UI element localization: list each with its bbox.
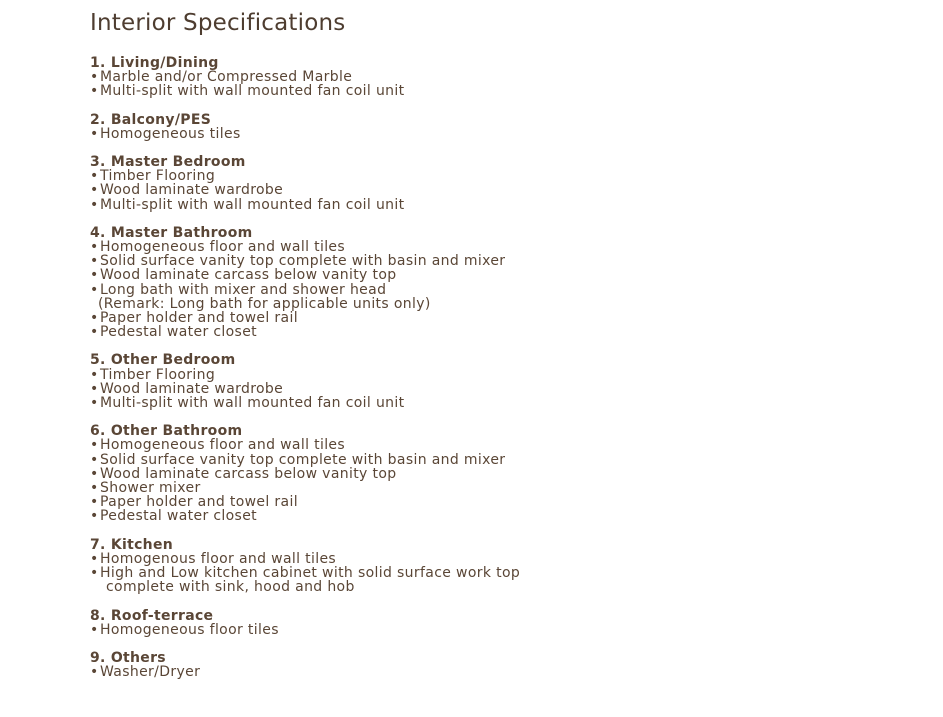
spec-item [90, 481, 910, 495]
spec-item-text: Marble and/or Compressed Marble [100, 69, 353, 86]
spec-section [90, 424, 910, 523]
spec-item-text: complete with sink, hood and hob [106, 579, 355, 596]
bullet-icon: • [90, 664, 99, 681]
spec-item [90, 467, 910, 481]
spec-item-list [90, 438, 910, 523]
bullet-icon: • [90, 380, 99, 397]
bullet-icon: • [90, 168, 99, 185]
spec-section [90, 155, 910, 212]
bullet-icon: • [90, 494, 99, 511]
spec-item-text: Homogeneous tiles [100, 125, 241, 142]
spec-item [90, 84, 910, 98]
spec-item-list [90, 368, 910, 411]
bullet-icon: • [90, 83, 99, 100]
spec-item [90, 552, 910, 566]
spec-item [90, 198, 910, 212]
spec-item-text: High and Low kitchen cabinet with solid surface work top [100, 565, 521, 582]
spec-item [90, 453, 910, 467]
spec-item-text: Multi-split with wall mounted fan coil unit [100, 83, 405, 100]
bullet-icon: • [90, 366, 99, 383]
bullet-icon: • [90, 465, 99, 482]
bullet-icon: • [90, 239, 99, 256]
spec-section [90, 651, 910, 679]
spec-section [90, 538, 910, 595]
spec-item [90, 325, 910, 339]
spec-item [90, 382, 910, 396]
spec-item [90, 169, 910, 183]
section-heading: 3. Master Bedroom [90, 154, 246, 171]
spec-item-text: Timber Flooring [100, 168, 216, 185]
spec-item-text: Solid surface vanity top complete with basin and mixer [100, 451, 506, 468]
spec-item-text: Multi-split with wall mounted fan coil unit [100, 395, 405, 412]
spec-item [90, 580, 910, 594]
spec-item-text: Wood laminate wardrobe [100, 380, 284, 397]
bullet-icon: • [90, 508, 99, 525]
bullet-icon: • [90, 550, 99, 567]
spec-item [90, 566, 910, 580]
spec-item-text: Paper holder and towel rail [100, 310, 298, 327]
bullet-icon: • [90, 565, 99, 582]
section-heading: 2. Balcony/PES [90, 111, 212, 128]
bullet-icon: • [90, 324, 99, 341]
bullet-icon: • [90, 69, 99, 86]
spec-item-list [90, 623, 910, 637]
spec-item-text: Washer/Dryer [100, 664, 201, 681]
spec-item-list [90, 127, 910, 141]
spec-item-remark [90, 297, 910, 311]
bullet-icon: • [90, 310, 99, 327]
spec-section [90, 226, 910, 340]
spec-item [90, 368, 910, 382]
bullet-icon: • [90, 395, 99, 412]
bullet-icon: • [90, 281, 99, 298]
page-title: Interior Specifications [90, 10, 346, 36]
section-heading: 5. Other Bedroom [90, 352, 236, 369]
spec-section [90, 353, 910, 410]
spec-item-text: Wood laminate wardrobe [100, 182, 284, 199]
spec-item-list [90, 70, 910, 98]
spec-item [90, 396, 910, 410]
spec-item [90, 311, 910, 325]
bullet-icon: • [90, 437, 99, 454]
spec-item [90, 254, 910, 268]
spec-item-list [90, 552, 910, 595]
section-heading: 4. Master Bathroom [90, 224, 253, 241]
spec-item [90, 183, 910, 197]
spec-item-text: Paper holder and towel rail [100, 494, 298, 511]
spec-item-text: Multi-split with wall mounted fan coil unit [100, 196, 405, 213]
spec-item-text: Pedestal water closet [100, 324, 257, 341]
bullet-icon: • [90, 621, 99, 638]
bullet-icon: • [90, 125, 99, 142]
section-heading: 9. Others [90, 649, 166, 666]
spec-section [90, 56, 910, 99]
spec-sections [90, 56, 910, 679]
spec-item [90, 240, 910, 254]
section-heading: 7. Kitchen [90, 536, 174, 553]
section-heading: 8. Roof-terrace [90, 607, 214, 624]
spec-item-list [90, 240, 910, 339]
spec-item-text: (Remark: Long bath for applicable units only) [98, 295, 431, 312]
spec-section [90, 609, 910, 637]
spec-item [90, 283, 910, 297]
spec-section [90, 113, 910, 141]
bullet-icon: • [90, 480, 99, 497]
spec-item-text: Pedestal water closet [100, 508, 257, 525]
spec-item-text: Homogenous floor and wall tiles [100, 550, 337, 567]
spec-item-text: Homogeneous floor tiles [100, 621, 279, 638]
bullet-icon: • [90, 253, 99, 270]
spec-item-text: Wood laminate carcass below vanity top [100, 267, 397, 284]
spec-item [90, 509, 910, 523]
bullet-icon: • [90, 451, 99, 468]
section-heading: 1. Living/Dining [90, 55, 219, 71]
spec-item-list [90, 169, 910, 212]
spec-item-text: Homogeneous floor and wall tiles [100, 437, 346, 454]
spec-item [90, 438, 910, 452]
spec-item [90, 127, 910, 141]
bullet-icon: • [90, 196, 99, 213]
spec-item [90, 70, 910, 84]
spec-item [90, 495, 910, 509]
spec-item-text: Homogeneous floor and wall tiles [100, 239, 346, 256]
spec-item [90, 665, 910, 679]
spec-item [90, 268, 910, 282]
spec-item-text: Timber Flooring [100, 366, 216, 383]
spec-item-text: Solid surface vanity top complete with basin and mixer [100, 253, 506, 270]
bullet-icon: • [90, 267, 99, 284]
spec-item-text: Long bath with mixer and shower head [100, 281, 387, 298]
spec-item-text: Shower mixer [100, 480, 201, 497]
spec-item-text: Wood laminate carcass below vanity top [100, 465, 397, 482]
section-heading: 6. Other Bathroom [90, 423, 243, 440]
bullet-icon: • [90, 182, 99, 199]
spec-item-list [90, 665, 910, 679]
spec-item [90, 623, 910, 637]
